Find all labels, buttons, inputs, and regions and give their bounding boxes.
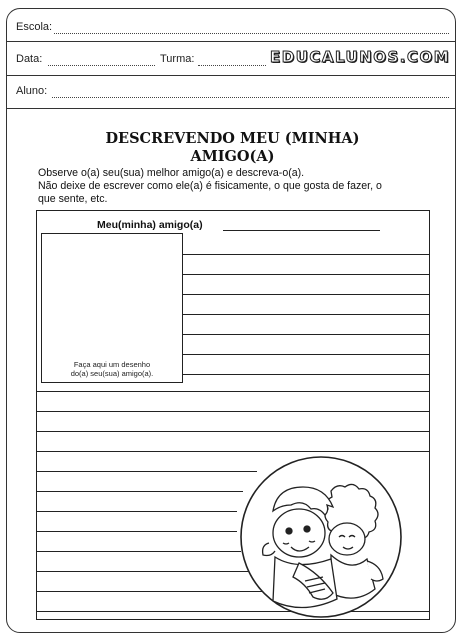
class-field[interactable] [198,65,266,66]
header-divider [6,41,456,42]
drawing-caption-line: do(a) seu(sua) amigo(a). [70,369,154,378]
school-label: Escola: [16,21,53,33]
instruction-text: Não deixe de escrever como ele(a) é fisicamente, o que gosta de fazer, o [38,180,382,192]
writing-line[interactable] [37,491,243,492]
date-field[interactable] [48,65,155,66]
date-label: Data: [16,53,43,65]
writing-line[interactable] [183,374,430,375]
instruction-text: que sente, etc. [38,193,108,205]
writing-line[interactable] [37,411,430,412]
writing-line[interactable] [183,334,430,335]
header-divider [6,75,456,76]
writing-area [36,210,430,620]
educalunos-logo: EDUCALUNOS.COM [270,48,451,66]
drawing-caption-line: Faça aqui um desenho [73,360,151,369]
writing-line[interactable] [183,254,430,255]
writing-line[interactable] [183,314,430,315]
class-label: Turma: [160,53,195,65]
school-field[interactable] [54,33,449,34]
friend-name-field[interactable] [223,230,380,231]
friend-name-label: Meu(minha) amigo(a) [97,219,203,231]
hugging-children-illustration [235,451,430,620]
writing-line[interactable] [183,294,430,295]
writing-line[interactable] [37,431,430,432]
writing-line[interactable] [37,531,237,532]
writing-line[interactable] [37,511,237,512]
drawing-caption [42,360,182,378]
writing-line[interactable] [183,354,430,355]
drawing-box[interactable] [41,233,183,383]
writing-line[interactable] [37,391,430,392]
instruction-text: Observe o(a) seu(sua) melhor amigo(a) e descreva-o(a). [38,167,305,179]
writing-line[interactable] [37,571,251,572]
header-divider [6,108,456,109]
page-title-line2: AMIGO(A) [190,148,275,165]
writing-line[interactable] [37,471,257,472]
writing-line[interactable] [183,274,430,275]
page-title: DESCREVENDO MEU (MINHA) [105,130,360,147]
student-field[interactable] [52,97,449,98]
student-label: Aluno: [16,85,48,97]
writing-line[interactable] [37,551,241,552]
